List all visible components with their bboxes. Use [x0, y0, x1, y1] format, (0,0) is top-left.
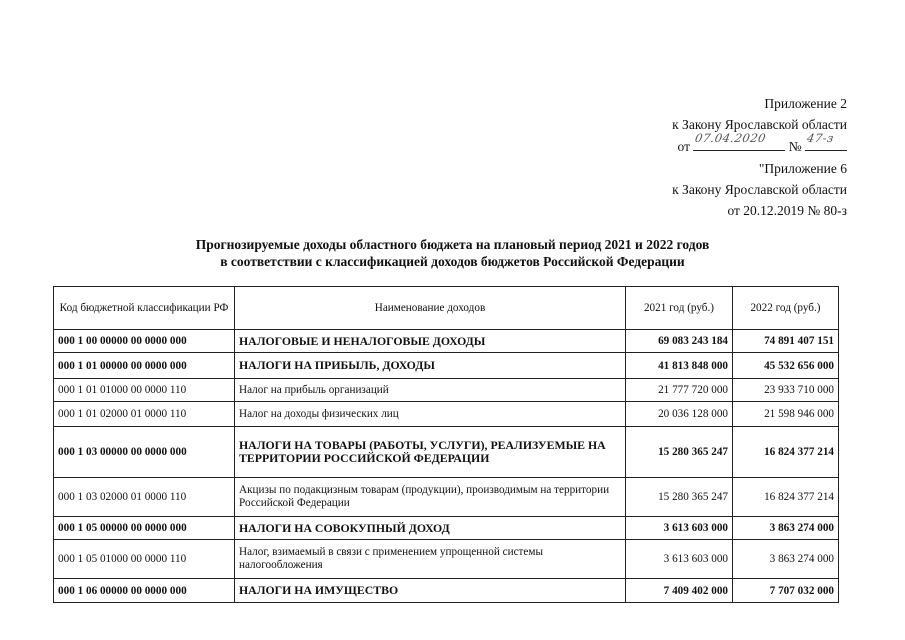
document-title-line-2: в соответствии с классификацией доходов бюджетов Российской Федерации [220, 254, 685, 269]
row-name: НАЛОГИ НА СОВОКУПНЫЙ ДОХОД [235, 517, 626, 540]
row-value-2021: 41 813 848 000 [626, 353, 733, 379]
appendix-6-header [672, 158, 847, 221]
row-code: 000 1 03 00000 00 0000 000 [54, 427, 235, 478]
row-code: 000 1 01 00000 00 0000 000 [54, 353, 235, 379]
row-code: 000 1 01 02000 01 0000 110 [54, 402, 235, 427]
row-name: НАЛОГИ НА ПРИБЫЛЬ, ДОХОДЫ [235, 353, 626, 379]
row-value-2021: 3 613 603 000 [626, 540, 733, 579]
table-row [54, 478, 839, 517]
appendix-6-date-number: от 20.12.2019 № 80-з [727, 203, 847, 218]
table-row [54, 379, 839, 402]
row-value-2022: 21 598 946 000 [733, 402, 839, 427]
row-name: НАЛОГИ НА ИМУЩЕСТВО [235, 579, 626, 603]
header-2022: 2022 год (руб.) [733, 287, 839, 330]
row-value-2022: 3 863 274 000 [733, 540, 839, 579]
row-value-2021: 69 083 243 184 [626, 330, 733, 353]
table-row [54, 330, 839, 353]
row-name: Налог, взимаемый в связи с применением упрощенной системы налогообложения [235, 540, 626, 579]
date-signature-line [693, 131, 785, 151]
row-value-2022: 23 933 710 000 [733, 379, 839, 402]
row-value-2022: 74 891 407 151 [733, 330, 839, 353]
appendix-2-header [672, 93, 847, 157]
row-code: 000 1 01 01000 00 0000 110 [54, 379, 235, 402]
appendix-2-title: Приложение 2 [764, 96, 847, 111]
from-label: от [677, 139, 690, 154]
table-row [54, 540, 839, 579]
header-name: Наименование доходов [235, 287, 626, 330]
row-code: 000 1 06 00000 00 0000 000 [54, 579, 235, 603]
row-value-2022: 45 532 656 000 [733, 353, 839, 379]
header-2021: 2021 год (руб.) [626, 287, 733, 330]
header-code: Код бюджетной классификации РФ [54, 287, 235, 330]
row-name: НАЛОГОВЫЕ И НЕНАЛОГОВЫЕ ДОХОДЫ [235, 330, 626, 353]
appendix-6-title: "Приложение 6 [758, 161, 847, 176]
row-value-2021: 15 280 365 247 [626, 427, 733, 478]
appendix-2-law-ref: к Закону Ярославской области [672, 117, 847, 132]
row-value-2021: 21 777 720 000 [626, 379, 733, 402]
income-table [53, 286, 839, 603]
row-value-2021: 3 613 603 000 [626, 517, 733, 540]
number-signature-line [805, 131, 847, 151]
number-label: № [788, 139, 802, 154]
row-value-2021: 20 036 128 000 [626, 402, 733, 427]
row-code: 000 1 05 01000 00 0000 110 [54, 540, 235, 579]
appendix-2-date-number-line [672, 131, 847, 157]
table-row [54, 353, 839, 379]
row-value-2022: 3 863 274 000 [733, 517, 839, 540]
row-value-2022: 7 707 032 000 [733, 579, 839, 603]
row-code: 000 1 05 00000 00 0000 000 [54, 517, 235, 540]
row-name: Акцизы по подакцизным товарам (продукции), производимым на территории Российской Федерации [235, 478, 626, 517]
table-row [54, 402, 839, 427]
handwritten-date: 07.04.2020 [694, 131, 768, 145]
table-row [54, 579, 839, 603]
table-row [54, 427, 839, 478]
document-title [0, 236, 905, 270]
table-header-row [54, 287, 839, 330]
row-code: 000 1 03 02000 01 0000 110 [54, 478, 235, 517]
row-name: НАЛОГИ НА ТОВАРЫ (РАБОТЫ, УСЛУГИ), РЕАЛИЗУЕМЫЕ НА ТЕРРИТОРИИ РОССИЙСКОЙ ФЕДЕРАЦИИ [235, 427, 626, 478]
row-name: Налог на прибыль организаций [235, 379, 626, 402]
row-code: 000 1 00 00000 00 0000 000 [54, 330, 235, 353]
row-value-2022: 16 824 377 214 [733, 478, 839, 517]
row-value-2021: 7 409 402 000 [626, 579, 733, 603]
document-title-line-1: Прогнозируемые доходы областного бюджета на плановый период 2021 и 2022 годов [195, 237, 710, 252]
handwritten-number: 47-з [805, 131, 836, 145]
row-value-2021: 15 280 365 247 [626, 478, 733, 517]
appendix-6-law-ref: к Закону Ярославской области [672, 182, 847, 197]
table-row [54, 517, 839, 540]
row-name: Налог на доходы физических лиц [235, 402, 626, 427]
row-value-2022: 16 824 377 214 [733, 427, 839, 478]
